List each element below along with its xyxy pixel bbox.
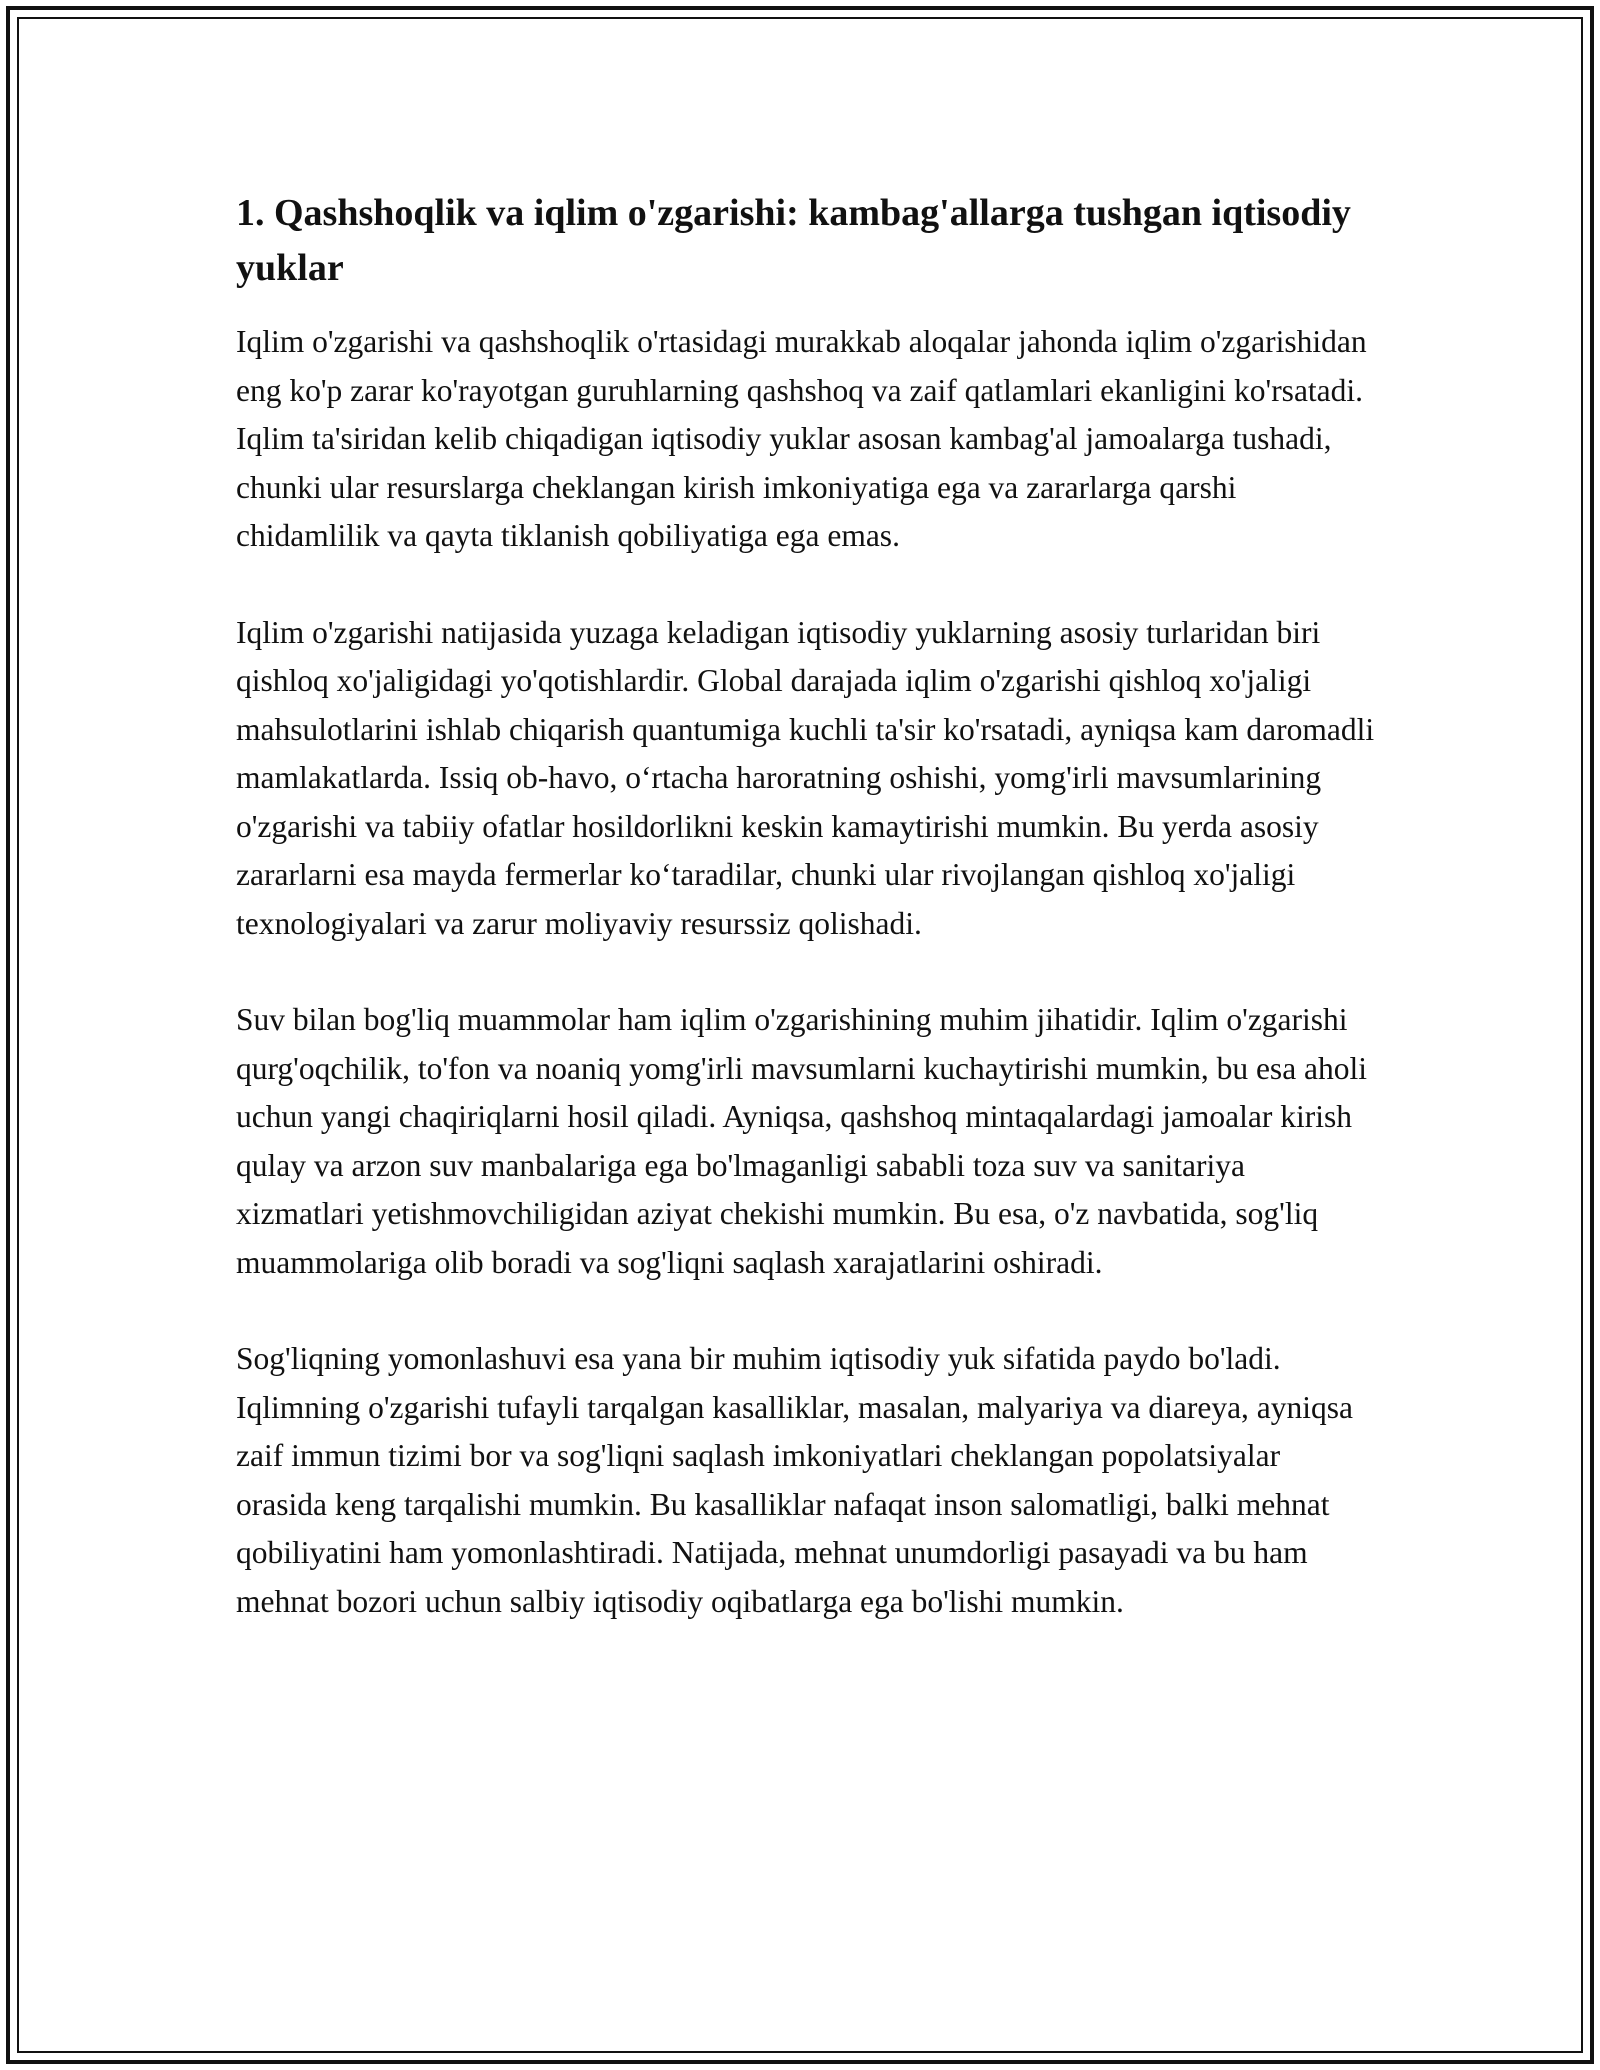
paragraph-1: Iqlim o'zgarishi va qashshoqlik o'rtasidagi murakkab aloqalar jahonda iqlim o'zgarishidan eng ko'p zarar ko'rayotgan guruhlarning qashshoq va zaif qatlamlari ekanligini ko'rsatadi. Iqlim ta'siridan kelib chiqadigan iqtisodiy yuklar asosan kambag'al jamoalarga tushadi, chunki ular resurslarga cheklangan kirish imkoniyatiga ega va zararlarga qarshi chidamlilik va qayta tiklanish qobiliyatiga ega emas.: [236, 324, 1367, 553]
paragraph-3: Suv bilan bog'liq muammolar ham iqlim o'zgarishining muhim jihatidir. Iqlim o'zgarishi qurg'oqchilik, to'fon va noaniq yomg'irli mavsumlarni kuchaytirishi mumkin, bu esa aholi uchun yangi chaqiriqlarni hosil qiladi. Ayniqsa, qashshoq mintaqalardagi jamoalar kirish qulay va arzon suv manbalariga ega bo'lmaganligi sababli toza suv va sanitariya xizmatlari yetishmovchiligidan aziyat chekishi mumkin. Bu esa, o'z navbatida, sog'liq muammolariga olib boradi va sog'liqni saqlash xarajatlarini oshiradi.: [236, 1002, 1368, 1280]
paragraph-4: Sog'liqning yomonlashuvi esa yana bir muhim iqtisodiy yuk sifatida paydo bo'ladi. Iqlimning o'zgarishi tufayli tarqalgan kasalliklar, masalan, malyariya va diareya, ayniqsa zaif immun tizimi bor va sog'liqni saqlash imkoniyatlari cheklangan popolatsiyalar orasida keng tarqalishi mumkin. Bu kasalliklar nafaqat inson salomatligi, balki mehnat qobiliyatini ham yomonlashtiradi. Natijada, mehnat unumdorligi pasayadi va bu ham mehnat bozori uchun salbiy iqtisodiy oqibatlarga ega bo'lishi mumkin.: [236, 1341, 1354, 1619]
document-body: [236, 186, 1376, 1674]
paragraph-2: Iqlim o'zgarishi natijasida yuzaga keladigan iqtisodiy yuklarning asosiy turlaridan biri qishloq xo'jaligidagi yo'qotishlardir. Global darajada iqlim o'zgarishi qishloq xo'jaligi mahsulotlarini ishlab chiqarish quantumiga kuchli ta'sir ko'rsatadi, ayniqsa kam daromadli mamlakatlarda. Issiq ob-havo, o‘rtacha haroratning oshishi, yomg'irli mavsumlarining o'zgarishi va tabiiy ofatlar hosildorlikni keskin kamaytirishi mumkin. Bu yerda asosiy zararlarni esa mayda fermerlar ko‘taradilar, chunki ular rivojlangan qishloq xo'jaligi texnologiyalari va zarur moliyaviy resurssiz qolishadi.: [236, 614, 1375, 941]
section-heading: 1. Qashshoqlik va iqlim o'zgarishi: kambag'allarga tushgan iqtisodiy yuklar: [236, 192, 1351, 289]
